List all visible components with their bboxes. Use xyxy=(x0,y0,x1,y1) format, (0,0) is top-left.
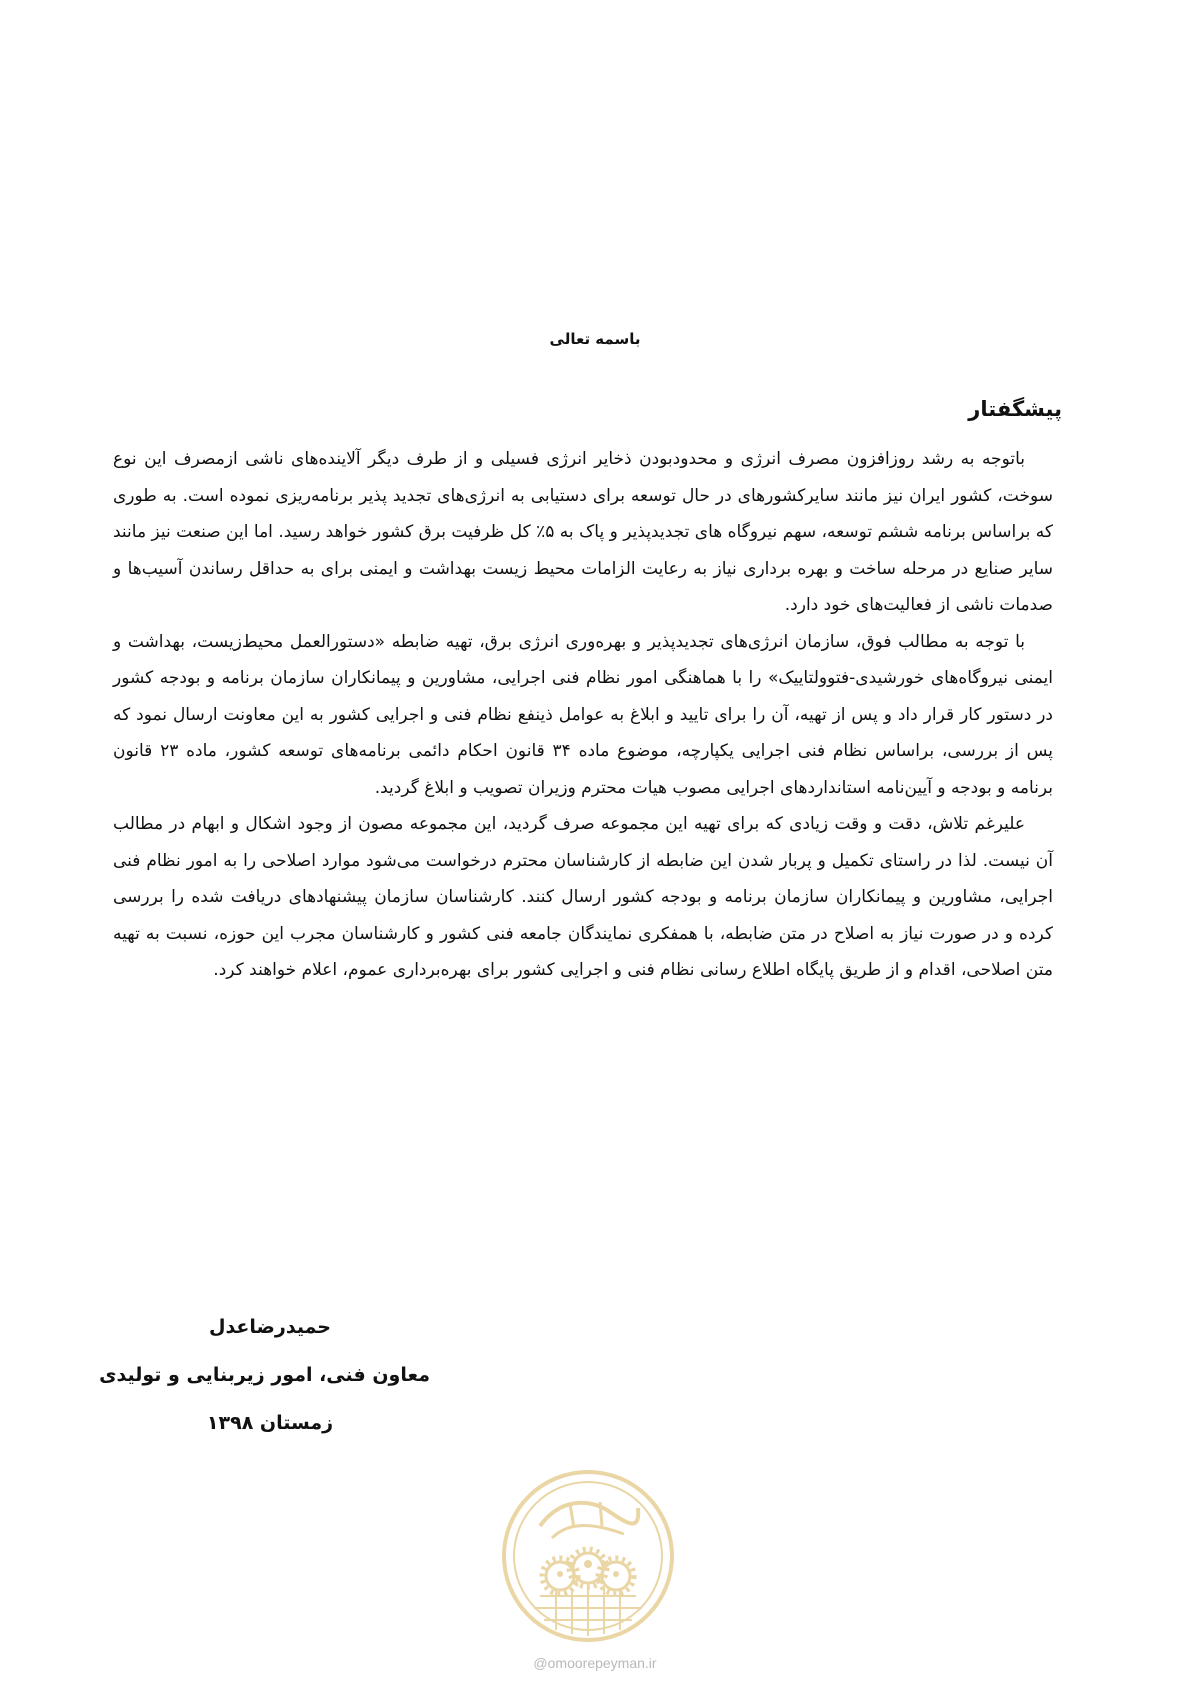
document-body xyxy=(113,441,1053,989)
paragraph: علیرغم تلاش، دقت و وقت زیادی که برای تهیه این مجموعه صرف گردید، این مجموعه مصون از وجود اشکال و ابهام در مطالب آن نیست. لذا در راستای تکمیل و پربار شدن این ضابطه از کارشناسان محترم درخواست می‌شود موارد اصلاحی را به امور نظام فنی اجرایی، مشاورین و پیمانکاران سازمان برنامه و بودجه کشور ارسال کنند. کارشناسان سازمان پیشنهادهای دریافت شده را بررسی کرده و در صورت نیاز به اصلاح در متن ضابطه، با همفکری نمایندگان جامعه فنی کشور و کارشناسان مجرب این حوزه، نسبت به تهیه متن اصلاحی، اقدام و از طریق پایگاه اطلاع رسانی نظام فنی و اجرایی کشور برای بهره‌برداری عموم، اعلام خواهند کرد. xyxy=(113,814,1053,980)
invocation-heading: باسمه تعالی xyxy=(549,330,641,348)
signature-block xyxy=(99,1303,430,1447)
watermark-logo-icon xyxy=(500,1468,676,1644)
paragraph: باتوجه به رشد روزافزون مصرف انرژی و محدودبودن ذخایر انرژی فسیلی و از طرف دیگر آلاینده‌های ناشی ازمصرف این نوع سوخت، کشور ایران نیز مانند سایرکشورهای در حال توسعه برای دستیابی به انرژی‌های تجدید پذیر برنامه‌ریزی نموده است. به طوری که براساس برنامه ششم توسعه، سهم نیروگاه های تجدیدپذیر و پاک به ۵٪ کل ظرفیت برق کشور خواهد رسید. اما این صنعت نیز مانند سایر صنایع در مرحله ساخت و بهره برداری نیاز به رعایت الزامات محیط زیست بهداشت و ایمنی برای به حداقل رساندن آسیب‌ها و صدمات ناشی از فعالیت‌های خود دارد. xyxy=(113,449,1053,615)
signatory-title: معاون فنی، امور زیربنایی و تولیدی xyxy=(99,1364,430,1386)
paragraph: با توجه به مطالب فوق، سازمان انرژی‌های تجدیدپذیر و بهره‌وری انرژی برق، تهیه ضابطه «دستورالعمل محیط‌زیست، بهداشت و ایمنی نیروگاه‌های خورشیدی-فتوولتاییک» را با هماهنگی امور نظام فنی اجرایی، مشاورین و پیمانکاران سازمان برنامه و بودجه کشور در دستور کار قرار داد و پس از تهیه، آن را برای تایید و ابلاغ به عوامل ذینفع نظام فنی و اجرایی کشور به این معاونت ارسال نمود که پس از بررسی، براساس نظام فنی اجرایی یکپارچه، موضوع ماده ۳۴ قانون احکام دائمی برنامه‌های توسعه کشور، ماده ۲۳ قانون برنامه و بودجه و آیین‌نامه استانداردهای اجرایی مصوب هیات محترم وزیران تصویب و ابلاغ گردید. xyxy=(113,631,1053,798)
page-title: پیشگفتار xyxy=(968,397,1062,421)
signatory-name: حمیدرضاعدل xyxy=(208,1316,332,1338)
watermark-url: @omoorepeyman.ir xyxy=(533,1655,657,1671)
signature-date: زمستان ۱۳۹۸ xyxy=(206,1412,334,1434)
